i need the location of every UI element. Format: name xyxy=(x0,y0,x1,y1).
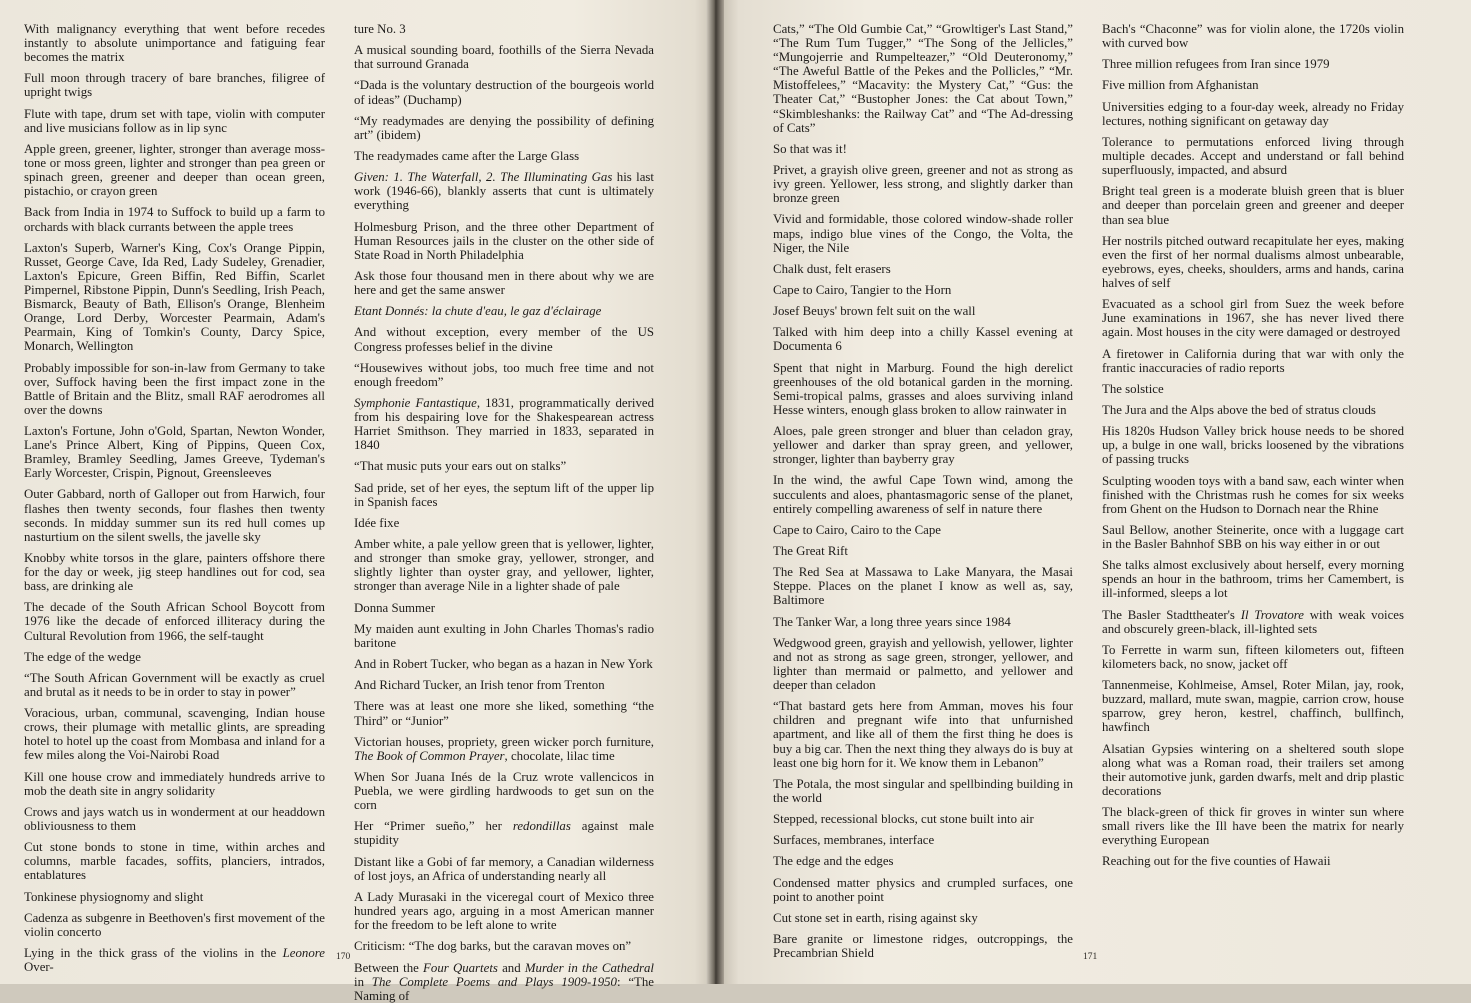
entry-paragraph: There was at least one more she liked, something “the Third” or “Junior” xyxy=(354,699,654,728)
right-page xyxy=(716,0,1471,984)
entry-paragraph: Laxton's Superb, Warner's King, Cox's Orange Pippin, Russet, George Cave, Ida Red, Lady Sudeley, Grenadier, Laxton's Epicure, Green Biffin, Red Biffin, Scarlet Pimpernel, Ribstone Pippin, Dunn's Seedling, Irish Peach, Bismarck, Beauty of Bath, Ellison's Orange, Blenheim Orange, Lord Derby, Worcester Pearmain, Adam's Pearmain, King of Tomkin's County, Darcy Spice, Monarch, Wellington xyxy=(24,240,325,354)
entry-paragraph: Idée fixe xyxy=(354,515,400,530)
entry-paragraph: The decade of the South African School Boycott from 1976 like the decade of enforced illiteracy during the Cultural Revolution from 1966, the self-taught xyxy=(24,600,325,643)
entry-paragraph: Bare granite or limestone ridges, outcroppings, the Precambrian Shield xyxy=(773,932,1073,961)
entry-paragraph: When Sor Juana Inés de la Cruz wrote vallencicos in Puebla, we were girdling hardwoods to get sun on the corn xyxy=(354,770,654,813)
entry-paragraph: Tannenmeise, Kohlmeise, Amsel, Roter Milan, jay, rook, buzzard, mallard, mute swan, magpie, carrion crow, house sparrow, grey heron, kestrel, chaffinch, bullfinch, hawfinch xyxy=(1102,678,1404,735)
entry-paragraph: A musical sounding board, foothills of the Sierra Nevada that surround Granada xyxy=(354,43,654,72)
right-page-column-2 xyxy=(1102,22,1404,952)
entry-paragraph: The edge of the wedge xyxy=(24,649,141,664)
entry-paragraph: Wedgwood green, grayish and yellowish, yellower, lighter and not as strong as sage green, stronger, yellower, and lighter than mermaid or palmetto, and yellower and deeper than celadon xyxy=(773,635,1073,693)
entry-paragraph: In the wind, the awful Cape Town wind, among the succulents and aloes, phantasmagoric sense of the planet, entirely compelling awareness of self in nature there xyxy=(773,473,1073,516)
entry-paragraph: Cadenza as subgenre in Beethoven's first movement of the violin concerto xyxy=(24,910,325,939)
entry-paragraph: “The South African Government will be exactly as cruel and brutal as it needs to be in order to stay in power” xyxy=(24,670,325,699)
entry-paragraph: Josef Beuys' brown felt suit on the wall xyxy=(773,304,976,319)
entry-paragraph: Reaching out for the five counties of Hawaii xyxy=(1102,854,1331,869)
entry-paragraph: Universities edging to a four-day week, already no Friday lectures, nothing significant on getaway day xyxy=(1102,99,1404,128)
entry-paragraph: Between the Four Quartets and Murder in the Cathedral in The Complete Poems and Plays 1909-1950: “The Naming of xyxy=(354,960,655,1003)
entry-paragraph: “Dada is the voluntary destruction of the bourgeois world of ideas” (Duchamp) xyxy=(354,78,654,107)
entry-paragraph: Privet, a grayish olive green, greener and not as strong as ivy green. Yellower, less strong, and slightly darker than bronze green xyxy=(773,163,1073,206)
entry-paragraph: Voracious, urban, communal, scavenging, Indian house crows, their plumage with metallic glints, are spreading hotel to hotel up the coast from Mombasa and inland for a few miles along the Voi-Nairobi Road xyxy=(24,706,325,763)
entry-paragraph: “My readymades are denying the possibility of defining art” (ibidem) xyxy=(354,113,654,142)
entry-paragraph: Tonkinese physiognomy and slight xyxy=(24,889,204,904)
entry-paragraph: Apple green, greener, lighter, stronger than average moss-tone or moss green, lighter and stronger than pea green or spinach green, greener and deeper than ocean green, pistachio, or crayon green xyxy=(24,141,325,199)
page-number-left: 170 xyxy=(336,952,351,962)
entry-paragraph: Sad pride, set of her eyes, the septum lift of the upper lip in Spanish faces xyxy=(354,480,654,509)
left-page xyxy=(0,0,716,1003)
entry-paragraph: Cut stone set in earth, rising against sky xyxy=(773,910,978,925)
entry-paragraph: Cats,” “The Old Gumbie Cat,” “Growltiger's Last Stand,” “The Rum Tum Tugger,” “The Song of the Jellicles,” “Mungojerrie and Rumpelteazer,” “Old Deuteronomy,” “The Aweful Battle of the Pekes and the Pollicles,” “Mr. Mistoffelees,” “Macavity: the Mystery Cat,” “Gus: the Theater Cat,” “Bustopher Jones: the Cat about Town,” “Skimbleshanks: the Railway Cat” and “The Ad-dressing of Cats” xyxy=(773,22,1073,135)
entry-paragraph: The Potala, the most singular and spellbinding building in the world xyxy=(773,776,1073,805)
entry-paragraph: The Tanker War, a long three years since 1984 xyxy=(773,614,1011,629)
book-gutter xyxy=(706,0,724,984)
entry-paragraph: Probably impossible for son-in-law from Germany to take over, Suffock having been the first impact zone in the Battle of Britain and the Blitz, small RAF aerodromes all over the downs xyxy=(24,360,325,417)
entry-paragraph: The Jura and the Alps above the bed of stratus clouds xyxy=(1102,403,1376,417)
entry-paragraph: Etant Donnés: la chute d'eau, le gaz d'éclairage xyxy=(354,304,602,319)
entry-paragraph: The edge and the edges xyxy=(773,854,894,869)
entry-paragraph: Her nostrils pitched outward recapitulate her eyes, making even the first of her normal dualisms almost unbearable, eyebrows, eyes, cheeks, shoulders, arms and hands, carina halves of self xyxy=(1102,233,1404,290)
entry-paragraph: Laxton's Fortune, John o'Gold, Spartan, Newton Wonder, Lane's Prince Albert, King of Pippins, Queen Cox, Bramley, Bramley Seedling, James Greeve, Tydeman's Early Worcester, Crispin, Pignout, Greensleeves xyxy=(24,424,325,481)
entry-paragraph: Knobby white torsos in the glare, painters offshore there for the day or week, jig steep handlines out for cod, sea bass, are drinking ale xyxy=(24,550,325,594)
entry-paragraph: The Basler Stadttheater's Il Trovatore with weak voices and obscurely green-black, ill-lighted sets xyxy=(1102,607,1404,636)
left-page-column-1 xyxy=(24,22,325,975)
entry-paragraph: “Housewives without jobs, too much free time and not enough freedom” xyxy=(354,360,654,389)
entry-paragraph: Vivid and formidable, those colored window-shade roller maps, indigo blue vines of the Congo, the Volta, the Niger, the Nile xyxy=(773,212,1073,255)
entry-paragraph: Flute with tape, drum set with tape, violin with computer and live musicians follow as in lip sync xyxy=(24,106,325,135)
entry-paragraph: Cape to Cairo, Cairo to the Cape xyxy=(773,522,941,537)
entry-paragraph: Cape to Cairo, Tangier to the Horn xyxy=(773,282,952,297)
entry-paragraph: Full moon through tracery of bare branches, filigree of upright twigs xyxy=(24,71,325,100)
entry-paragraph: Condensed matter physics and crumpled surfaces, one point to another point xyxy=(773,875,1073,904)
entry-paragraph: She talks almost exclusively about herself, every morning spends an hour in the bathroom, trims her Camembert, is ill-informed, sleeps a lot xyxy=(1102,558,1404,601)
entry-paragraph: The Great Rift xyxy=(773,544,848,559)
entry-paragraph: And Richard Tucker, an Irish tenor from Trenton xyxy=(354,678,605,693)
entry-paragraph: And in Robert Tucker, who began as a hazan in New York xyxy=(354,657,653,672)
entry-paragraph: “That music puts your ears out on stalks” xyxy=(354,459,567,474)
entry-paragraph: Surfaces, membranes, interface xyxy=(773,833,935,848)
entry-paragraph: Given: 1. The Waterfall, 2. The Illuminating Gas his last work (1946-66), blankly asserts that cunt is ultimately everything xyxy=(354,170,655,213)
entry-paragraph: Donna Summer xyxy=(354,600,435,615)
entry-paragraph: With malignancy everything that went before recedes instantly to absolute unimportance and fatiguing fear becomes the matrix xyxy=(24,22,325,65)
entry-paragraph: The Red Sea at Massawa to Lake Manyara, the Masai Steppe. Places on the planet I know as well as, say, Baltimore xyxy=(773,565,1073,608)
entry-paragraph: A Lady Murasaki in the viceregal court of Mexico three hundred years ago, arguing in a most American manner for the freedom to be left alone to write xyxy=(354,889,654,933)
entry-paragraph: So that was it! xyxy=(773,141,847,156)
entry-paragraph: Stepped, recessional blocks, cut stone built into air xyxy=(773,812,1034,827)
entry-paragraph: “That bastard gets here from Amman, moves his four children and pregnant wife into that unfurnished apartment, and like all of them the first thing he does is buy a big car. Then the next thing they always do is buy at least one big horn for it. We know them in Lebanon” xyxy=(773,699,1073,770)
entry-paragraph: ture No. 3 xyxy=(354,22,406,36)
entry-paragraph: Saul Bellow, another Steinerite, once with a luggage cart in the Basler Bahnhof SBB on his way either in or out xyxy=(1102,522,1404,552)
entry-paragraph: The solstice xyxy=(1102,381,1164,396)
entry-paragraph: And without exception, every member of the US Congress professes belief in the divine xyxy=(354,325,654,354)
entry-paragraph: Evacuated as a school girl from Suez the week before June examinations in 1967, she has never lived there again. Most houses in the city were damaged or destroyed xyxy=(1102,297,1404,340)
entry-paragraph: Spent that night in Marburg. Found the high derelict greenhouses of the old botanical garden in the morning. Semi-tropical palms, grasses and aloes surviving inland Hesse winters, enough glass broken to allow rainwater in xyxy=(773,360,1073,417)
entry-paragraph: Crows and jays watch us in wonderment at our headdown obliviousness to them xyxy=(24,804,325,833)
entry-paragraph: Holmesburg Prison, and the three other Department of Human Resources jails in the cluster on the other side of State Road in North Philadelphia xyxy=(354,219,654,262)
entry-paragraph: Three million refugees from Iran since 1979 xyxy=(1102,57,1330,72)
entry-paragraph: Sculpting wooden toys with a band saw, each winter when finished with the Christmas rush he comes for six weeks from Ghent on the Hudson to Dornach near the Rhine xyxy=(1102,473,1404,516)
entry-paragraph: Kill one house crow and immediately hundreds arrive to mob the death site in angry solidarity xyxy=(24,769,325,798)
entry-paragraph: My maiden aunt exulting in John Charles Thomas's radio baritone xyxy=(354,621,654,650)
entry-paragraph: Distant like a Gobi of far memory, a Canadian wilderness of lost joys, an Africa of understanding nearly all xyxy=(354,854,654,883)
entry-paragraph: Amber white, a pale yellow green that is yellower, lighter, and stronger than smoke gray, yellower, stronger, and slightly lighter than oyster gray, and yellower, lighter, stronger than average Nile in a lighter shade of pale xyxy=(354,537,654,594)
entry-paragraph: The readymades came after the Large Glass xyxy=(354,149,580,164)
entry-paragraph: Five million from Afghanistan xyxy=(1102,78,1259,93)
entry-paragraph: Talked with him deep into a chilly Kassel evening at Documenta 6 xyxy=(773,325,1073,354)
entry-paragraph: Tolerance to permutations enforced living through multiple decades. Accept and understand or fall behind superfluously, impacted, and absurd xyxy=(1102,134,1404,178)
entry-paragraph: Outer Gabbard, north of Galloper out from Harwich, four flashes then twenty seconds, four flashes then twenty seconds. In midday summer sun its red hull comes up nasturtium on the silent swells, the javelle sky xyxy=(24,487,325,544)
entry-paragraph: Victorian houses, propriety, green wicker porch furniture, The Book of Common Prayer, chocolate, lilac time xyxy=(354,734,654,763)
entry-paragraph: Cut stone bonds to stone in time, within arches and columns, marble facades, soffits, planciers, intrados, entablatures xyxy=(24,840,325,883)
entry-paragraph: Back from India in 1974 to Suffock to build up a farm to orchards with black currants between the apple trees xyxy=(24,205,325,234)
entry-paragraph: Lying in the thick grass of the violins in the Leonore Over- xyxy=(24,946,325,975)
left-page-column-2 xyxy=(354,22,655,1003)
entry-paragraph: To Ferrette in warm sun, fifteen kilometers out, fifteen kilometers back, no snow, jacket off xyxy=(1102,642,1404,671)
entry-paragraph: Alsatian Gypsies wintering on a sheltered south slope along what was a Roman road, their trailers set among their automotive junk, garden dwarfs, melt and drip plastic decorations xyxy=(1102,741,1404,798)
entry-paragraph: Her “Primer sueño,” her redondillas against male stupidity xyxy=(354,819,655,848)
entry-paragraph: The black-green of thick fir groves in winter sun where small rivers like the Ill have been the matrix for nearly everything European xyxy=(1102,805,1404,848)
entry-paragraph: Symphonie Fantastique, 1831, programmatically derived from his despairing love for the Shakespearean actress Harriet Smithson. They married in 1833, separated in 1840 xyxy=(354,396,654,453)
entry-paragraph: A firetower in California during that war with only the frantic inaccuracies of radio reports xyxy=(1102,346,1404,375)
entry-paragraph: Criticism: “The dog barks, but the caravan moves on” xyxy=(354,939,632,954)
entry-paragraph: His 1820s Hudson Valley brick house needs to be shored up, a bulge in one wall, bricks loosened by the vibrations of passing trucks xyxy=(1102,424,1404,467)
right-page-column-1 xyxy=(773,22,1073,961)
entry-paragraph: Bright teal green is a moderate bluish green that is bluer and deeper than porcelain green and greener and deeper than sea blue xyxy=(1102,184,1404,227)
page-number-right: 171 xyxy=(1083,952,1098,962)
entry-paragraph: Bach's “Chaconne” was for violin alone, the 1720s violin with curved bow xyxy=(1102,22,1404,51)
entry-paragraph: Chalk dust, felt erasers xyxy=(773,261,891,276)
entry-paragraph: Aloes, pale green stronger and bluer than celadon gray, yellower and darker than spray green, and yellower, stronger, lighter than bayberry gray xyxy=(773,424,1073,467)
entry-paragraph: Ask those four thousand men in there about why we are here and get the same answer xyxy=(354,268,654,298)
